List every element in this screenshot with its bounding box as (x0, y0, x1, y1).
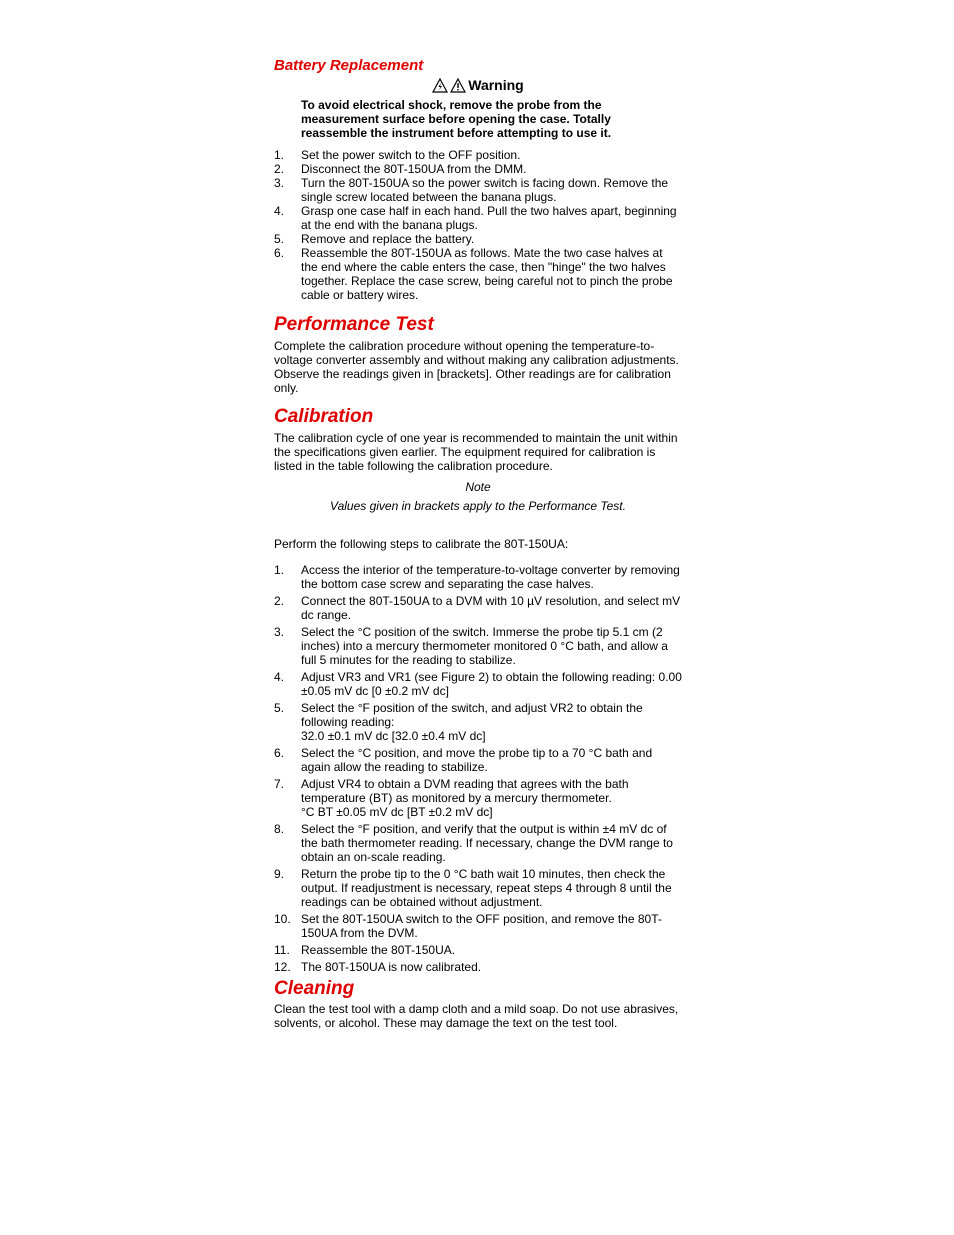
step-text: The 80T-150UA is now calibrated. (301, 960, 482, 974)
step-text: Adjust VR4 to obtain a DVM reading that agrees with the bath temperature (BT) as monitored by a mercury thermometer. °C BT ±0.05 mV dc [BT ±0.2 mV dc] (301, 777, 629, 819)
list-item (274, 822, 682, 864)
step-text: Reassemble the 80T-150UA. (301, 943, 456, 957)
list-item (274, 912, 682, 940)
list-item (274, 777, 682, 819)
list-item (274, 162, 682, 176)
step-text: Set the 80T-150UA switch to the OFF position, and remove the 80T-150UA from the DVM. (301, 912, 662, 940)
step-number: 10. (274, 912, 291, 926)
step-number: 7. (274, 777, 285, 791)
step-text: Access the interior of the temperature-to-voltage converter by removing the bottom case screw and separating the case halves. (301, 563, 680, 591)
step-text: Remove and replace the battery. (301, 232, 475, 246)
step-text: Turn the 80T-150UA so the power switch is facing down. Remove the single screw located between the banana plugs. (301, 176, 669, 204)
cleaning-heading: Cleaning (274, 978, 355, 999)
step-number: 8. (274, 822, 285, 836)
list-item (274, 246, 682, 302)
step-text: Select the °F position, and verify that the output is within ±4 mV dc of the bath thermometer reading. If necessary, change the DVM range to obtain an on-scale reading. (301, 822, 673, 864)
step-number: 9. (274, 867, 285, 881)
step-number: 1. (274, 563, 285, 577)
step-number: 5. (274, 701, 285, 715)
step-number: 2. (274, 162, 285, 176)
warning-title (274, 76, 682, 94)
list-item (274, 867, 682, 909)
warning-triangle-icon (450, 78, 466, 93)
step-number: 6. (274, 746, 285, 760)
step-number: 4. (274, 670, 285, 684)
calibration-heading: Calibration (274, 406, 374, 427)
list-item (274, 625, 682, 667)
calibration-steps-list (274, 563, 682, 974)
step-number: 1. (274, 148, 285, 162)
cleaning-body: Clean the test tool with a damp cloth and a mild soap. Do not use abrasives, solvents, or alcohol. These may damage the text on the test tool. (274, 1002, 679, 1030)
step-text: Return the probe tip to the 0 °C bath wait 10 minutes, then check the output. If readjustment is necessary, repeat steps 4 through 8 until the readings can be obtained without adjustment. (301, 867, 672, 909)
list-item (274, 148, 682, 162)
calibration-body: The calibration cycle of one year is recommended to maintain the unit within the specifications given earlier. The equipment required for calibration is listed in the table following the calibration procedure. (274, 431, 678, 473)
step-number: 5. (274, 232, 285, 246)
step-number: 3. (274, 625, 285, 639)
list-item (274, 232, 682, 246)
battery-heading: Battery Replacement (274, 57, 424, 74)
list-item (274, 701, 682, 743)
step-text: Set the power switch to the OFF position. (301, 148, 521, 162)
step-text: Select the °C position of the switch. Immerse the probe tip 5.1 cm (2 inches) into a mercury thermometer monitored 0 °C bath, and allow a full 5 minutes for the reading to stabilize. (301, 625, 668, 667)
warning-text: To avoid electrical shock, remove the probe from the measurement surface before opening the case. Totally reassemble the instrument before attempting to use it. (301, 98, 612, 140)
step-text: Select the °C position, and move the probe tip to a 70 °C bath and again allow the reading to stabilize. (301, 746, 653, 774)
note-text: Values given in brackets apply to the Performance Test. (330, 499, 626, 513)
list-item (274, 563, 682, 591)
step-number: 11. (274, 943, 290, 957)
list-item (274, 960, 682, 974)
performance-body: Complete the calibration procedure without opening the temperature-to-voltage converter assembly and without making any calibration adjustments. Observe the readings given in [brackets]. Other readings are for calibration only. (274, 339, 679, 395)
step-number: 3. (274, 176, 285, 190)
warning-label: Warning (468, 77, 524, 93)
document-column (274, 56, 682, 1030)
step-text: Reassemble the 80T-150UA as follows. Mate the two case halves at the end where the cable enters the case, then "hinge" the two halves together. Replace the case screw, being careful not to pinch the probe cable or battery wires. (301, 246, 673, 302)
step-text: Grasp one case half in each hand. Pull the two halves apart, beginning at the end with the banana plugs. (301, 204, 677, 232)
note-title: Note (465, 480, 491, 494)
list-item (274, 594, 682, 622)
step-text: Select the °F position of the switch, and adjust VR2 to obtain the following reading: 32.0 ±0.1 mV dc [32.0 ±0.4 mV dc] (301, 701, 643, 743)
step-number: 4. (274, 204, 285, 218)
list-item (274, 204, 682, 232)
step-text: Connect the 80T-150UA to a DVM with 10 µV resolution, and select mV dc range. (301, 594, 681, 622)
step-text: Disconnect the 80T-150UA from the DMM. (301, 162, 527, 176)
performance-heading: Performance Test (274, 314, 434, 335)
list-item (274, 943, 682, 957)
step-text: Adjust VR3 and VR1 (see Figure 2) to obtain the following reading: 0.00 ±0.05 mV dc [0 ±0.2 mV dc] (301, 670, 682, 698)
step-number: 2. (274, 594, 285, 608)
calibration-intro: Perform the following steps to calibrate the 80T-150UA: (274, 537, 569, 551)
step-number: 12. (274, 960, 291, 974)
battery-steps-list (274, 148, 682, 302)
electric-shock-icon (432, 78, 448, 93)
list-item (274, 176, 682, 204)
list-item (274, 670, 682, 698)
list-item (274, 746, 682, 774)
step-number: 6. (274, 246, 285, 260)
